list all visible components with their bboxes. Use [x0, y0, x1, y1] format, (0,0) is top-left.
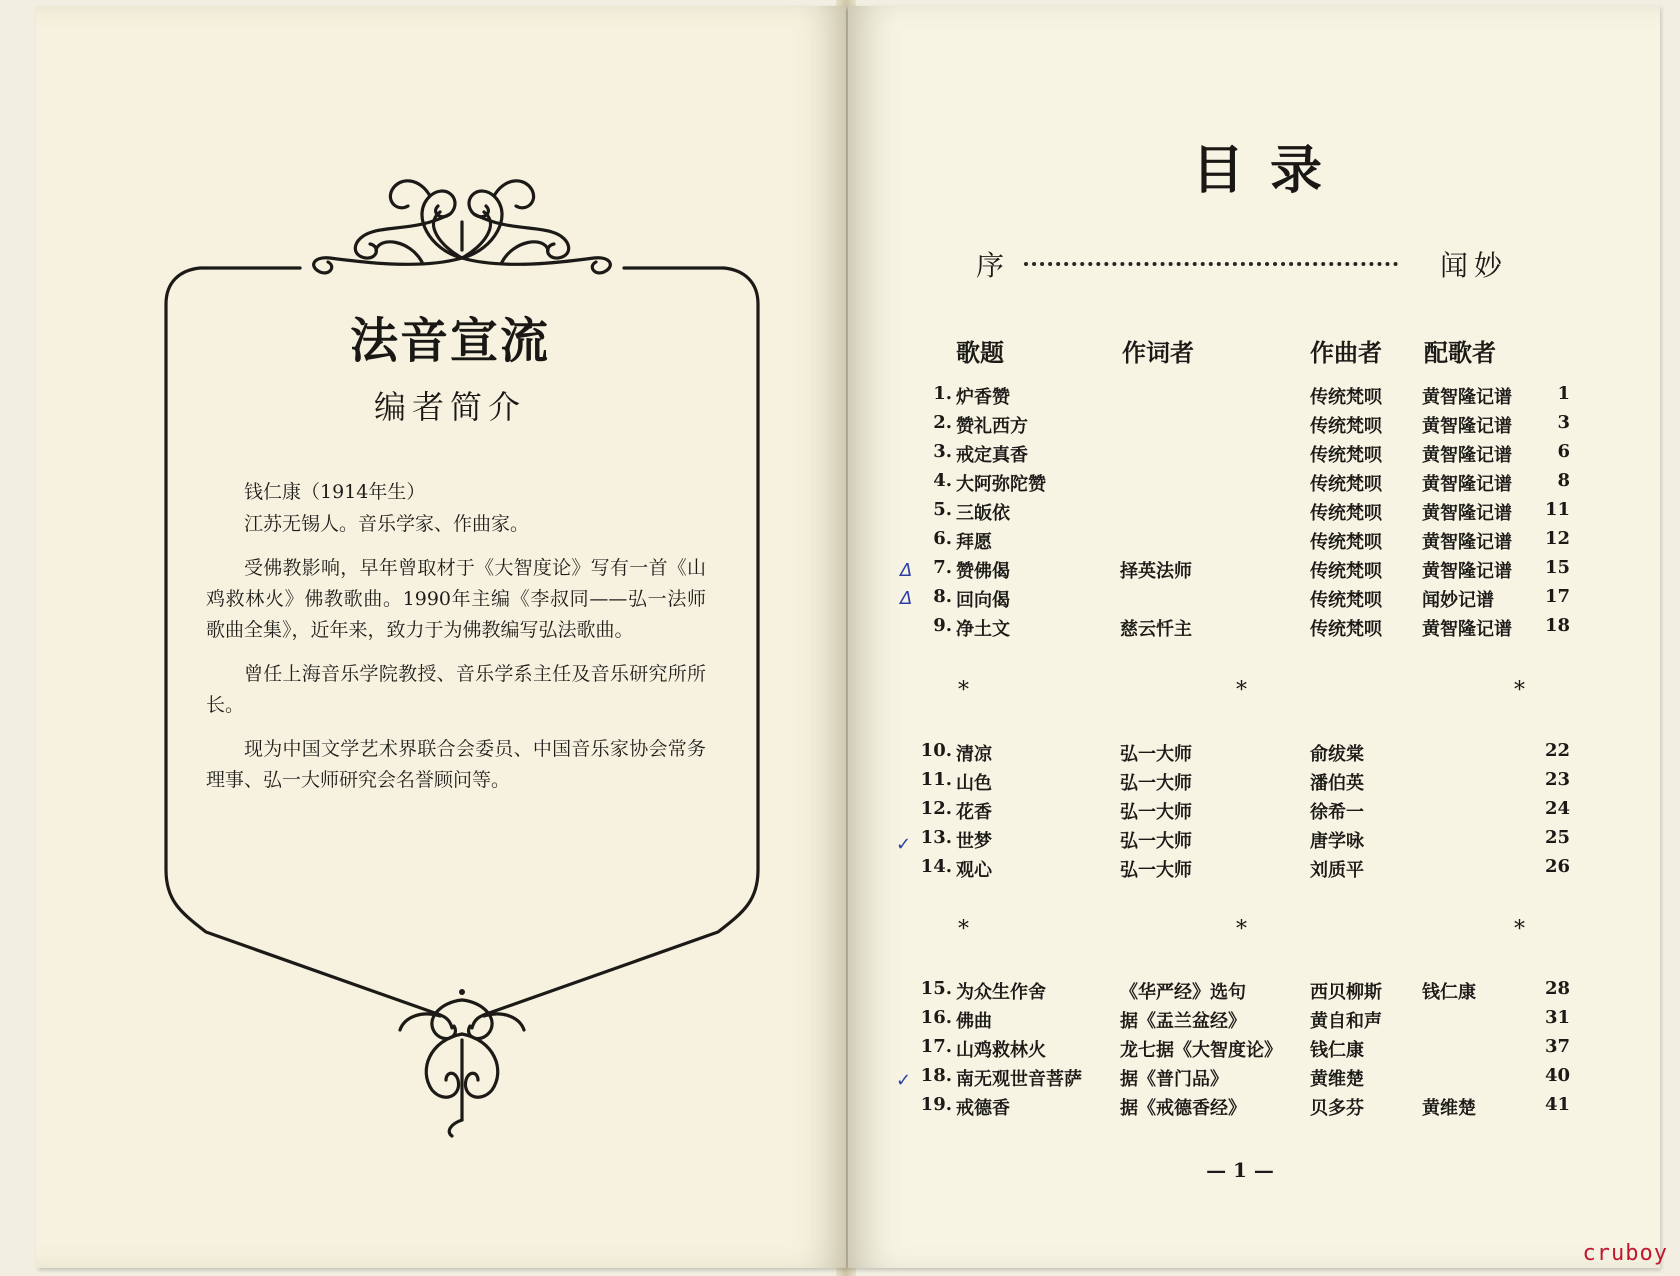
row-song-title: 花香: [956, 802, 992, 823]
row-composer: 西贝柳斯: [1310, 982, 1382, 1003]
row-arranger: 闻妙记谱: [1422, 590, 1494, 611]
header-title: 歌题: [956, 339, 1004, 367]
row-arranger: 黄智隆记谱: [1422, 532, 1512, 553]
row-page: 3: [1557, 412, 1570, 433]
toc-row: [912, 383, 1572, 411]
preface-entry: [976, 244, 1536, 284]
row-composer: 唐学咏: [1310, 831, 1364, 852]
row-number: 2.: [933, 412, 952, 433]
row-song-title: 山色: [956, 773, 992, 794]
bio-works: 受佛教影响，早年曾取材于《大智度论》写有一首《山鸡救林火》佛教歌曲。1990年主编《李叔同——弘一法师歌曲全集》，近年来，致力于为佛教编写弘法歌曲。: [206, 557, 706, 641]
dot-leader: [1024, 262, 1398, 266]
toc-row: [912, 978, 1572, 1006]
toc-row: [912, 586, 1572, 614]
row-song-title: 南无观世音菩萨: [956, 1069, 1082, 1090]
row-page: 6: [1557, 441, 1570, 462]
bio-origin: 江苏无锡人。音乐学家、作曲家。: [244, 513, 530, 535]
row-composer: 传统梵呗: [1310, 416, 1382, 437]
row-page: 12: [1544, 528, 1570, 549]
pen-mark-check: ✓: [896, 1070, 912, 1091]
row-song-title: 净土文: [956, 619, 1010, 640]
row-arranger: 黄智隆记谱: [1422, 561, 1512, 582]
row-lyricist: 弘一大师: [1120, 831, 1192, 852]
row-number: 16.: [920, 1007, 952, 1028]
editor-bio: [206, 477, 706, 797]
toc-row: [912, 827, 1572, 855]
row-composer: 黄维楚: [1310, 1069, 1364, 1090]
row-song-title: 大阿弥陀赞: [956, 474, 1046, 495]
row-lyricist: 慈云忏主: [1120, 619, 1192, 640]
row-number: 1.: [933, 383, 952, 404]
row-lyricist: 弘一大师: [1120, 802, 1192, 823]
row-page: 25: [1544, 827, 1570, 848]
row-song-title: 回向偈: [956, 590, 1010, 611]
row-arranger: 黄智隆记谱: [1422, 416, 1512, 437]
divider-star: *: [958, 917, 969, 942]
header-lyricist: 作词者: [1122, 339, 1194, 367]
row-composer: 刘质平: [1310, 860, 1364, 881]
row-page: 1: [1557, 383, 1570, 404]
row-song-title: 观心: [956, 860, 992, 881]
divider-star: *: [958, 678, 969, 703]
row-page: 28: [1544, 978, 1570, 999]
row-song-title: 炉香赞: [956, 387, 1010, 408]
pen-mark-check: ✓: [896, 834, 912, 855]
row-composer: 传统梵呗: [1310, 445, 1382, 466]
row-song-title: 三皈依: [956, 503, 1010, 524]
toc-row: [912, 1007, 1572, 1035]
row-composer: 传统梵呗: [1310, 387, 1382, 408]
row-number: 10.: [920, 740, 952, 761]
row-song-title: 清凉: [956, 744, 992, 765]
row-song-title: 佛曲: [956, 1011, 992, 1032]
row-song-title: 拜愿: [956, 532, 992, 553]
row-page: 41: [1544, 1094, 1570, 1115]
row-lyricist: 弘一大师: [1120, 744, 1192, 765]
row-number: 9.: [933, 615, 952, 636]
row-composer: 潘伯英: [1310, 773, 1364, 794]
row-page: 11: [1544, 499, 1570, 520]
toc-row: [912, 412, 1572, 440]
toc-row: [912, 856, 1572, 884]
toc-column-headers: [956, 333, 1516, 367]
row-number: 5.: [933, 499, 952, 520]
row-composer: 传统梵呗: [1310, 619, 1382, 640]
header-arranger: 配歌者: [1424, 339, 1496, 367]
row-composer: 传统梵呗: [1310, 590, 1382, 611]
row-arranger: 黄智隆记谱: [1422, 387, 1512, 408]
toc-row: [912, 1094, 1572, 1122]
row-song-title: 山鸡救林火: [956, 1040, 1046, 1061]
toc-row: [912, 1036, 1572, 1064]
divider-star: *: [1236, 917, 1247, 942]
row-arranger: 黄智隆记谱: [1422, 619, 1512, 640]
row-number: 19.: [920, 1094, 952, 1115]
divider-star: *: [1236, 678, 1247, 703]
bio-current: 现为中国文学艺术界联合会委员、中国音乐家协会常务理事、弘一大师研究会名誉顾问等。: [206, 738, 706, 791]
row-page: 8: [1557, 470, 1570, 491]
toc-row: [912, 441, 1572, 469]
row-number: 12.: [920, 798, 952, 819]
row-lyricist: 据《盂兰盆经》: [1120, 1011, 1246, 1032]
row-song-title: 世梦: [956, 831, 992, 852]
toc-row: [912, 557, 1572, 585]
preface-author: 闻妙: [1440, 249, 1509, 282]
row-page: 24: [1544, 798, 1570, 819]
section-subtitle: 编者简介: [373, 388, 526, 426]
pen-mark-delta: Δ: [900, 560, 913, 581]
row-page: 17: [1544, 586, 1570, 607]
toc-row: [912, 740, 1572, 768]
row-number: 13.: [920, 827, 952, 848]
row-composer: 传统梵呗: [1310, 503, 1382, 524]
row-number: 6.: [933, 528, 952, 549]
toc-row: [912, 615, 1572, 643]
row-page: 23: [1544, 769, 1570, 790]
section-divider-2: [956, 917, 1536, 945]
bio-name: 钱仁康（1914年生）: [244, 481, 426, 503]
pen-mark-delta: Δ: [900, 588, 913, 609]
row-lyricist: 弘一大师: [1120, 773, 1192, 794]
toc-row: [912, 528, 1572, 556]
row-composer: 传统梵呗: [1310, 474, 1382, 495]
toc-row: [912, 769, 1572, 797]
row-number: 15.: [920, 978, 952, 999]
row-composer: 贝多芬: [1310, 1098, 1364, 1119]
row-page: 40: [1544, 1065, 1570, 1086]
row-lyricist: 据《戒德香经》: [1120, 1098, 1246, 1119]
row-song-title: 为众生作舍: [956, 982, 1046, 1003]
row-number: 7.: [933, 557, 952, 578]
row-composer: 黄自和声: [1310, 1011, 1382, 1032]
row-number: 11.: [920, 769, 952, 790]
row-number: 18.: [920, 1065, 952, 1086]
row-lyricist: 龙七据《大智度论》: [1120, 1040, 1282, 1061]
divider-star: *: [1514, 917, 1525, 942]
row-song-title: 戒德香: [956, 1098, 1010, 1119]
row-composer: 俞绂棠: [1310, 744, 1364, 765]
toc-row: [912, 1065, 1572, 1093]
bio-career: 曾任上海音乐学院教授、音乐学系主任及音乐研究所所长。: [206, 663, 706, 716]
divider-star: *: [1514, 678, 1525, 703]
toc-row: [912, 470, 1572, 498]
row-lyricist: 《华严经》选句: [1120, 982, 1246, 1003]
toc-row: [912, 798, 1572, 826]
row-song-title: 赞礼西方: [956, 416, 1028, 437]
book-title: 法音宣流: [349, 313, 550, 369]
row-arranger: 钱仁康: [1422, 982, 1476, 1003]
row-number: 17.: [920, 1036, 952, 1057]
row-lyricist: 弘一大师: [1120, 860, 1192, 881]
row-arranger: 黄智隆记谱: [1422, 445, 1512, 466]
row-composer: 传统梵呗: [1310, 532, 1382, 553]
row-song-title: 戒定真香: [956, 445, 1028, 466]
watermark: cruboy: [1582, 1241, 1668, 1266]
row-page: 18: [1544, 615, 1570, 636]
row-number: 3.: [933, 441, 952, 462]
toc-title: 目录: [1191, 141, 1348, 201]
row-song-title: 赞佛偈: [956, 561, 1010, 582]
row-page: 22: [1544, 740, 1570, 761]
row-number: 4.: [933, 470, 952, 491]
row-page: 37: [1544, 1036, 1570, 1057]
row-page: 31: [1544, 1007, 1570, 1028]
row-arranger: 黄智隆记谱: [1422, 503, 1512, 524]
header-composer: 作曲者: [1310, 339, 1382, 367]
row-composer: 钱仁康: [1310, 1040, 1364, 1061]
row-lyricist: 择英法师: [1120, 561, 1192, 582]
row-composer: 传统梵呗: [1310, 561, 1382, 582]
row-page: 26: [1544, 856, 1570, 877]
row-arranger: 黄智隆记谱: [1422, 474, 1512, 495]
page-number: — 1 —: [1206, 1158, 1274, 1182]
row-number: 14.: [920, 856, 952, 877]
row-page: 15: [1544, 557, 1570, 578]
preface-label: 序: [976, 249, 1005, 282]
section-divider-1: [956, 678, 1536, 706]
row-composer: 徐希一: [1310, 802, 1364, 823]
row-number: 8.: [933, 586, 952, 607]
toc-row: [912, 499, 1572, 527]
row-arranger: 黄维楚: [1422, 1098, 1476, 1119]
row-lyricist: 据《普门品》: [1120, 1069, 1228, 1090]
